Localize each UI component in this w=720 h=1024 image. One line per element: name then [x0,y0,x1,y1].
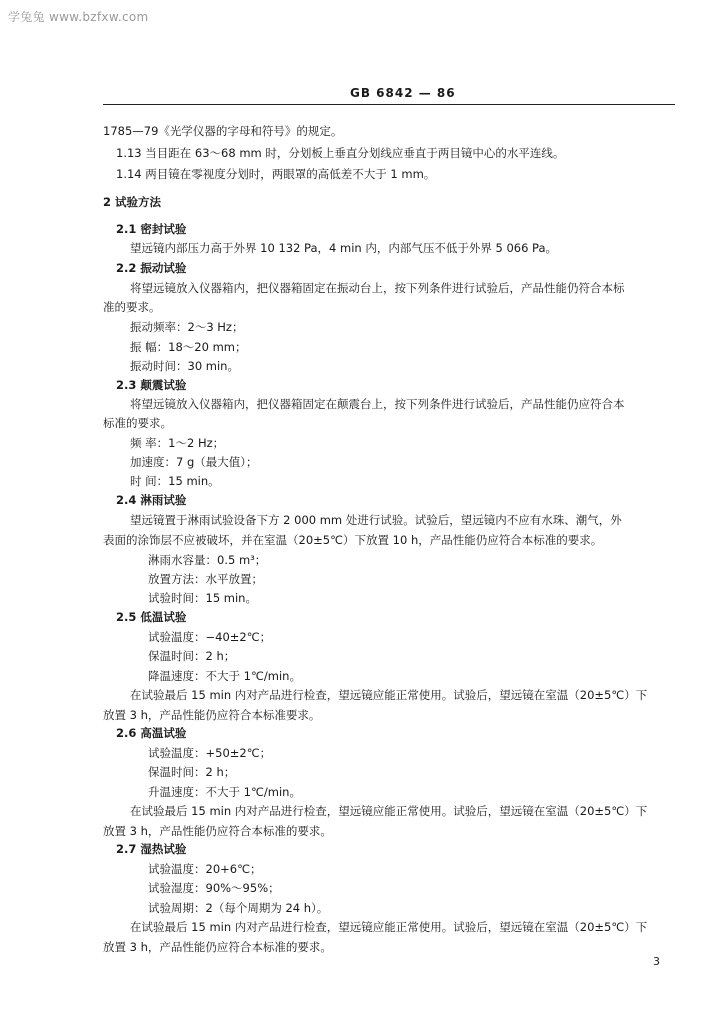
s2-6-item: 试验温度：+50±2℃； [148,746,272,760]
s2-6-item: 升温速度：不大于 1℃/min。 [148,785,301,799]
s2-2-item: 振动时间：30 min。 [130,359,239,373]
s2-7-item: 试验湿度：90%～95%； [148,881,280,895]
s2-2-item: 振 幅：18～20 mm； [130,340,247,354]
s2-4-item: 淋雨水容量：0.5 m³； [148,553,267,567]
s2-3-title: 2.3 颠震试验 [116,378,187,392]
s2-5-item: 保温时间：2 h； [148,649,236,663]
s2-6-item: 保温时间：2 h； [148,765,236,779]
page-number: 3 [653,955,660,968]
s2-2-body-line: 准的要求。 [103,300,161,314]
s2-4-item: 试验时间：15 min。 [148,591,257,605]
s2-5-item: 试验温度：−40±2℃； [148,630,272,644]
clause-1-14: 1.14 两目镜在零视度分划时，两眼罩的高低差不大于 1 mm。 [116,167,436,181]
s2-7-body-line: 在试验最后 15 min 内对产品进行检查，望远镜应能正常使用。试验后，望远镜在室温（20±5℃）下 [130,920,648,934]
s2-3-item: 加速度：7 g（最大值）； [130,455,258,469]
standard-code: GB 6842 — 86 [350,86,456,100]
watermark: 学兔兔 www.bzfxw.com [8,10,149,24]
s2-6-title: 2.6 高温试验 [116,726,187,740]
s2-7-title: 2.7 湿热试验 [116,842,187,856]
s2-5-item: 降温速度：不大于 1℃/min。 [148,669,301,683]
s2-4-body-line: 表面的涂饰层不应被破坏，并在室温（20±5℃）下放置 10 h，产品性能仍应符合本标准的要求。 [103,533,603,547]
s2-5-body-line: 放置 3 h，产品性能仍应符合本标准要求。 [103,708,321,722]
s2-4-title: 2.4 淋雨试验 [116,493,187,507]
s2-2-body-line: 将望远镜放入仪器箱内，把仪器箱固定在振动台上，按下列条件进行试验后，产品性能仍符合本标 [130,281,625,295]
header-rule [103,104,675,105]
s2-4-item: 放置方法：水平放置； [148,572,263,586]
s2-7-item: 试验周期：2（每个周期为 24 h）。 [148,901,329,915]
s2-7-item: 试验温度：20+6℃； [148,862,262,876]
s2-6-body-line: 在试验最后 15 min 内对产品进行检查，望远镜应能正常使用。试验后，望远镜在室温（20±5℃）下 [130,804,648,818]
s2-2-item: 振动频率：2～3 Hz； [130,320,244,334]
s2-4-body-line: 望远镜置于淋雨试验设备下方 2 000 mm 处进行试验。试验后，望远镜内不应有水珠、潮气，外 [130,513,622,527]
s2-3-body-line: 将望远镜放入仪器箱内，把仪器箱固定在颠震台上，按下列条件进行试验后，产品性能仍应符合本 [130,397,625,411]
s2-3-item: 频 率：1～2 Hz； [130,436,225,450]
s2-1-body: 望远镜内部压力高于外界 10 132 Pa，4 min 内，内部气压不低于外界 5 066 Pa。 [130,241,558,255]
section-2-heading: 2 试验方法 [103,195,162,209]
s2-3-item: 时 间：15 min。 [130,474,220,488]
clause-1-13: 1.13 当目距在 63～68 mm 时，分划板上垂直分划线应垂直于两目镜中心的水平连线。 [116,146,565,160]
intro-line: 1785—79《光学仪器的字母和符号》的规定。 [103,124,343,138]
s2-7-body-line: 放置 3 h，产品性能仍应符合本标准的要求。 [103,940,332,954]
s2-5-title: 2.5 低温试验 [116,610,187,624]
s2-1-title: 2.1 密封试验 [116,222,187,236]
s2-3-body-line: 标准的要求。 [103,416,172,430]
s2-5-body-line: 在试验最后 15 min 内对产品进行检查，望远镜应能正常使用。试验后，望远镜在室温（20±5℃）下 [130,688,648,702]
s2-2-title: 2.2 振动试验 [116,261,187,275]
s2-6-body-line: 放置 3 h，产品性能仍应符合本标准的要求。 [103,824,332,838]
